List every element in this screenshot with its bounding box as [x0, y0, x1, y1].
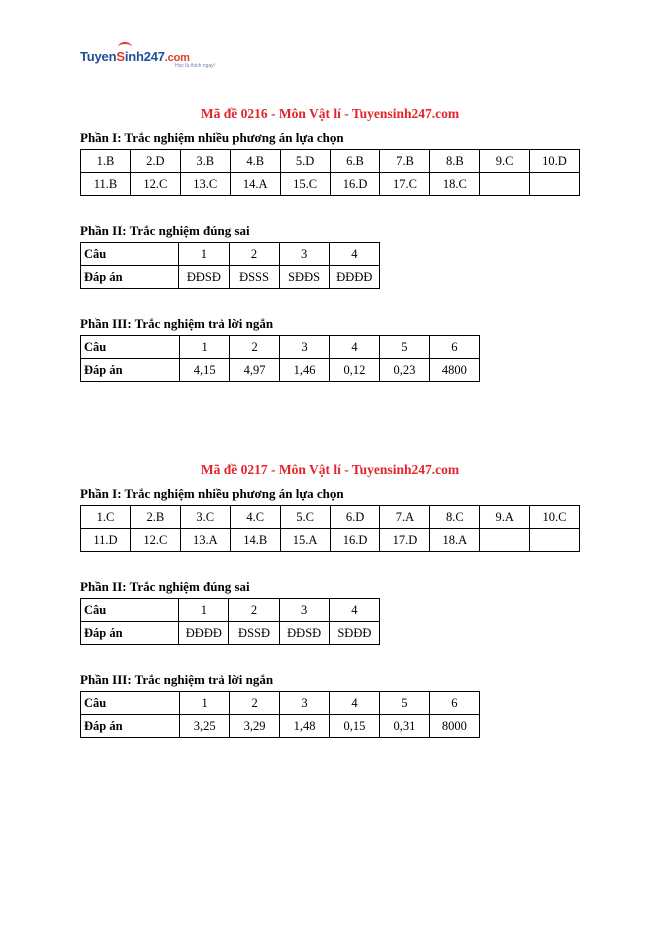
answer-cell: 7.A	[380, 506, 430, 529]
table-row	[81, 150, 580, 173]
answer-cell: 12.C	[130, 529, 180, 552]
row-label: Đáp án	[81, 266, 179, 289]
part1-answer-table	[80, 505, 580, 552]
logo-swoosh-icon	[118, 42, 132, 52]
row-label: Đáp án	[81, 622, 179, 645]
answer-cell: 4,97	[230, 359, 280, 382]
question-number: 3	[280, 692, 330, 715]
table-row	[81, 622, 380, 645]
answer-cell: 18.C	[430, 173, 480, 196]
part2-title: Phần II: Trắc nghiệm đúng sai	[80, 223, 250, 238]
answer-cell: 5.C	[280, 506, 330, 529]
answer-cell: 4,15	[180, 359, 230, 382]
part3-answer-table	[80, 691, 480, 738]
table-row	[81, 715, 480, 738]
answer-cell: ĐĐĐĐ	[179, 622, 229, 645]
answer-cell: 16.D	[330, 529, 380, 552]
answer-cell: 6.B	[330, 150, 380, 173]
question-number: 5	[379, 336, 429, 359]
question-number: 1	[179, 243, 229, 266]
part1-title: Phần I: Trắc nghiệm nhiều phương án lựa chọn	[80, 130, 344, 145]
question-number: 1	[179, 599, 229, 622]
part1-answer-table	[80, 149, 580, 196]
answer-cell: SĐĐĐ	[329, 622, 379, 645]
table-row	[81, 529, 580, 552]
answer-cell	[530, 529, 580, 552]
answer-cell: ĐĐSĐ	[279, 622, 329, 645]
question-number: 3	[279, 243, 329, 266]
answer-cell: 0,31	[379, 715, 429, 738]
answer-cell: 3.B	[180, 150, 230, 173]
question-number: 4	[329, 692, 379, 715]
question-number: 4	[329, 243, 379, 266]
answer-cell: 1.C	[81, 506, 131, 529]
site-logo[interactable]: TuyenSinh247.com Học là thích ngay!	[80, 48, 190, 74]
part3-title: Phần III: Trắc nghiệm trả lời ngắn	[80, 316, 274, 331]
question-number: 1	[180, 336, 230, 359]
row-label: Câu	[81, 336, 180, 359]
question-number: 5	[379, 692, 429, 715]
answer-cell: 1,48	[280, 715, 330, 738]
answer-cell: 15.C	[280, 173, 330, 196]
logo-slogan: Học là thích ngay!	[175, 63, 216, 69]
part3-title: Phần III: Trắc nghiệm trả lời ngắn	[80, 672, 274, 687]
answer-cell: 13.A	[180, 529, 230, 552]
table-row	[81, 266, 380, 289]
table-row	[81, 506, 580, 529]
answer-cell: 15.A	[280, 529, 330, 552]
answer-cell: ĐĐĐĐ	[329, 266, 379, 289]
answer-cell	[529, 173, 579, 196]
part1-title: Phần I: Trắc nghiệm nhiều phương án lựa chọn	[80, 486, 344, 501]
answer-cell: 3.C	[180, 506, 230, 529]
table-row	[81, 336, 480, 359]
answer-cell: 14.A	[230, 173, 280, 196]
table-row	[81, 359, 480, 382]
question-number: 4	[329, 599, 379, 622]
answer-cell: SĐĐS	[279, 266, 329, 289]
question-number: 4	[329, 336, 379, 359]
question-number: 2	[229, 243, 279, 266]
answer-cell: 5.D	[280, 150, 330, 173]
answer-cell: 3,25	[180, 715, 230, 738]
answer-cell: 17.C	[380, 173, 430, 196]
row-label: Đáp án	[81, 715, 180, 738]
question-number: 6	[429, 692, 479, 715]
answer-cell: 2.D	[130, 150, 180, 173]
table-row	[81, 173, 580, 196]
answer-cell: 9.C	[480, 150, 530, 173]
answer-cell: 11.B	[81, 173, 131, 196]
answer-cell: ĐĐSĐ	[179, 266, 229, 289]
table-row	[81, 692, 480, 715]
answer-cell: 8.B	[430, 150, 480, 173]
part2-title: Phần II: Trắc nghiệm đúng sai	[80, 579, 250, 594]
answer-cell: 0,15	[329, 715, 379, 738]
part2-answer-table	[80, 598, 380, 645]
answer-cell: 0,12	[329, 359, 379, 382]
part2-answer-table	[80, 242, 380, 289]
question-number: 2	[230, 336, 280, 359]
section-title-0217: Mã đề 0217 - Môn Vật lí - Tuyensinh247.com	[200, 462, 460, 477]
answer-cell: 6.D	[330, 506, 380, 529]
answer-cell: 13.C	[180, 173, 230, 196]
answer-cell	[480, 529, 530, 552]
answer-cell: 10.D	[529, 150, 579, 173]
answer-cell: 8000	[429, 715, 479, 738]
answer-cell: 14.B	[230, 529, 280, 552]
answer-cell: 12.C	[130, 173, 180, 196]
question-number: 1	[180, 692, 230, 715]
question-number: 2	[229, 599, 279, 622]
answer-cell: 7.B	[380, 150, 430, 173]
row-label: Câu	[81, 599, 179, 622]
answer-cell: 2.B	[130, 506, 180, 529]
part3-answer-table	[80, 335, 480, 382]
answer-cell: ĐSSĐ	[229, 622, 279, 645]
answer-cell: 0,23	[379, 359, 429, 382]
answer-cell: 4.B	[230, 150, 280, 173]
section-title-0216: Mã đề 0216 - Môn Vật lí - Tuyensinh247.com	[200, 106, 460, 121]
answer-cell: 18.A	[430, 529, 480, 552]
question-number: 3	[280, 336, 330, 359]
answer-cell: 1.B	[81, 150, 131, 173]
answer-cell: 3,29	[230, 715, 280, 738]
answer-cell: 10.C	[530, 506, 580, 529]
question-number: 3	[279, 599, 329, 622]
row-label: Câu	[81, 692, 180, 715]
answer-cell: 16.D	[330, 173, 380, 196]
table-row	[81, 599, 380, 622]
answer-cell: 4.C	[230, 506, 280, 529]
answer-cell: 4800	[429, 359, 479, 382]
row-label: Đáp án	[81, 359, 180, 382]
answer-cell	[480, 173, 530, 196]
question-number: 2	[230, 692, 280, 715]
answer-cell: 11.D	[81, 529, 131, 552]
answer-cell: 9.A	[480, 506, 530, 529]
answer-cell: 1,46	[280, 359, 330, 382]
answer-cell: 8.C	[430, 506, 480, 529]
question-number: 6	[429, 336, 479, 359]
table-row	[81, 243, 380, 266]
answer-cell: 17.D	[380, 529, 430, 552]
row-label: Câu	[81, 243, 179, 266]
answer-cell: ĐSSS	[229, 266, 279, 289]
